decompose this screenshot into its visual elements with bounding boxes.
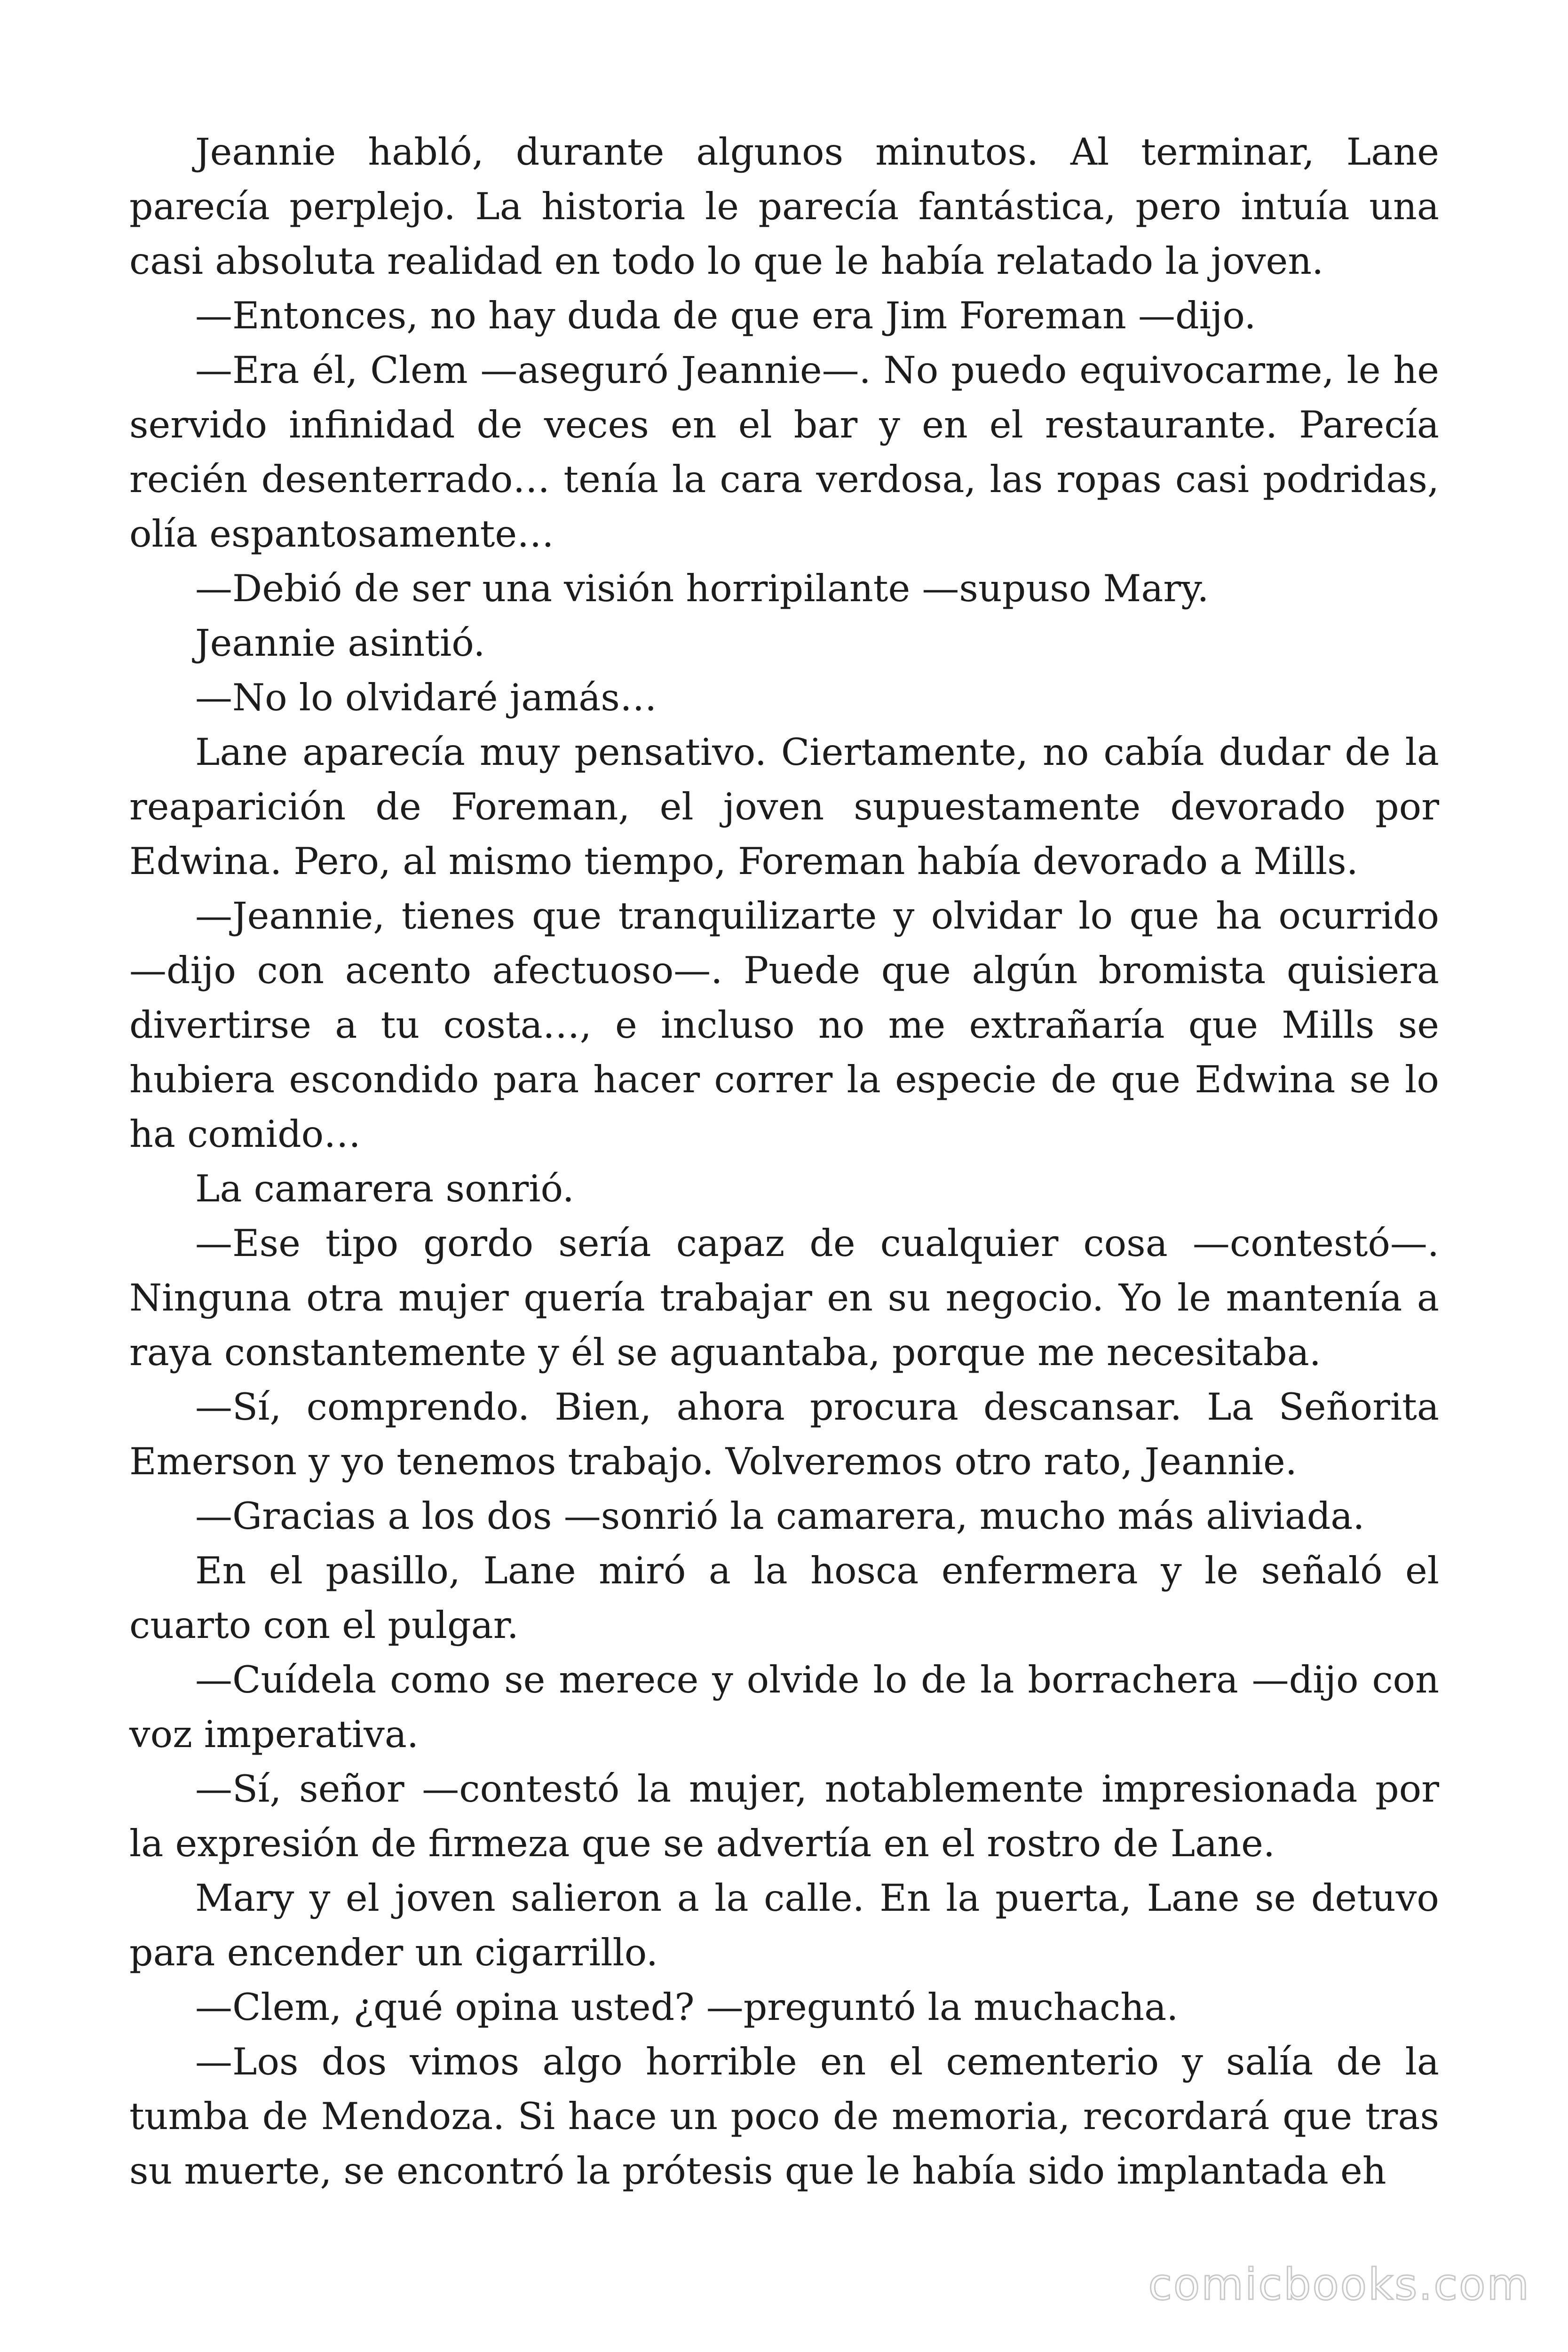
paragraph: Jeannie habló, durante algunos minutos. Al terminar, Lane parecía perplejo. La historia le parecía fantástica, pero intuía una casi absoluta realidad en todo lo que le había relatado la joven.	[129, 130, 1439, 283]
paragraph: La camarera sonrió.	[195, 1167, 574, 1210]
paragraph: —Sí, señor —contestó la mujer, notablemente impresionada por la expresión de firmeza que se advertía en el rostro de Lane.	[129, 1767, 1439, 1865]
paragraph: —Gracias a los dos —sonrió la camarera, mucho más aliviada.	[195, 1494, 1365, 1538]
paragraph: —Jeannie, tienes que tranquilizarte y olvidar lo que ha ocurrido —dijo con acento afectuoso—. Puede que algún bromista quisiera divertirse a tu costa…, e incluso no me extrañaría que Mills se hubiera escondido para hacer correr la especie de que Edwina se lo ha comido…	[129, 894, 1439, 1156]
paragraph: —Debió de ser una visión horripilante —supuso Mary.	[195, 567, 1209, 610]
watermark: comicbooks.com	[1148, 2259, 1530, 2310]
paragraph: —Los dos vimos algo horrible en el cementerio y salía de la tumba de Mendoza. Si hace un poco de memoria, recordará que tras su muerte, se encontró la prótesis que le había sido implantada eh	[129, 2040, 1439, 2193]
paragraph: —Ese tipo gordo sería capaz de cualquier cosa —contestó—. Ninguna otra mujer quería trabajar en su negocio. Yo le mantenía a raya constantemente y él se aguantaba, porque me necesitaba.	[129, 1222, 1439, 1374]
paragraph: En el pasillo, Lane miró a la hosca enfermera y le señaló el cuarto con el pulgar.	[129, 1549, 1439, 1647]
paragraph: Mary y el joven salieron a la calle. En la puerta, Lane se detuvo para encender un cigarrillo.	[129, 1876, 1439, 1974]
paragraph: —Cuídela como se merece y olvide lo de la borrachera —dijo con voz imperativa.	[129, 1658, 1439, 1756]
paragraph: —Entonces, no hay duda de que era Jim Foreman —dijo.	[195, 294, 1256, 337]
paragraph: Lane aparecía muy pensativo. Ciertamente, no cabía dudar de la reaparición de Foreman, el joven supuestamente devorado por Edwina. Pero, al mismo tiempo, Foreman había devorado a Mills.	[129, 731, 1439, 883]
paragraph: —Clem, ¿qué opina usted? —preguntó la muchacha.	[195, 1986, 1179, 2029]
paragraph: Jeannie asintió.	[195, 621, 485, 665]
paragraph: —No lo olvidaré jamás…	[195, 676, 657, 719]
body-text	[129, 125, 1439, 2198]
paragraph: —Sí, comprendo. Bien, ahora procura descansar. La Señorita Emerson y yo tenemos trabajo. Volveremos otro rato, Jeannie.	[129, 1385, 1439, 1483]
paragraph: —Era él, Clem —aseguró Jeannie—. No puedo equivocarme, le he servido infinidad de veces en el bar y en el restaurante. Parecía recién desenterrado… tenía la cara verdosa, las ropas casi podridas, olía espantosamente…	[129, 349, 1439, 556]
